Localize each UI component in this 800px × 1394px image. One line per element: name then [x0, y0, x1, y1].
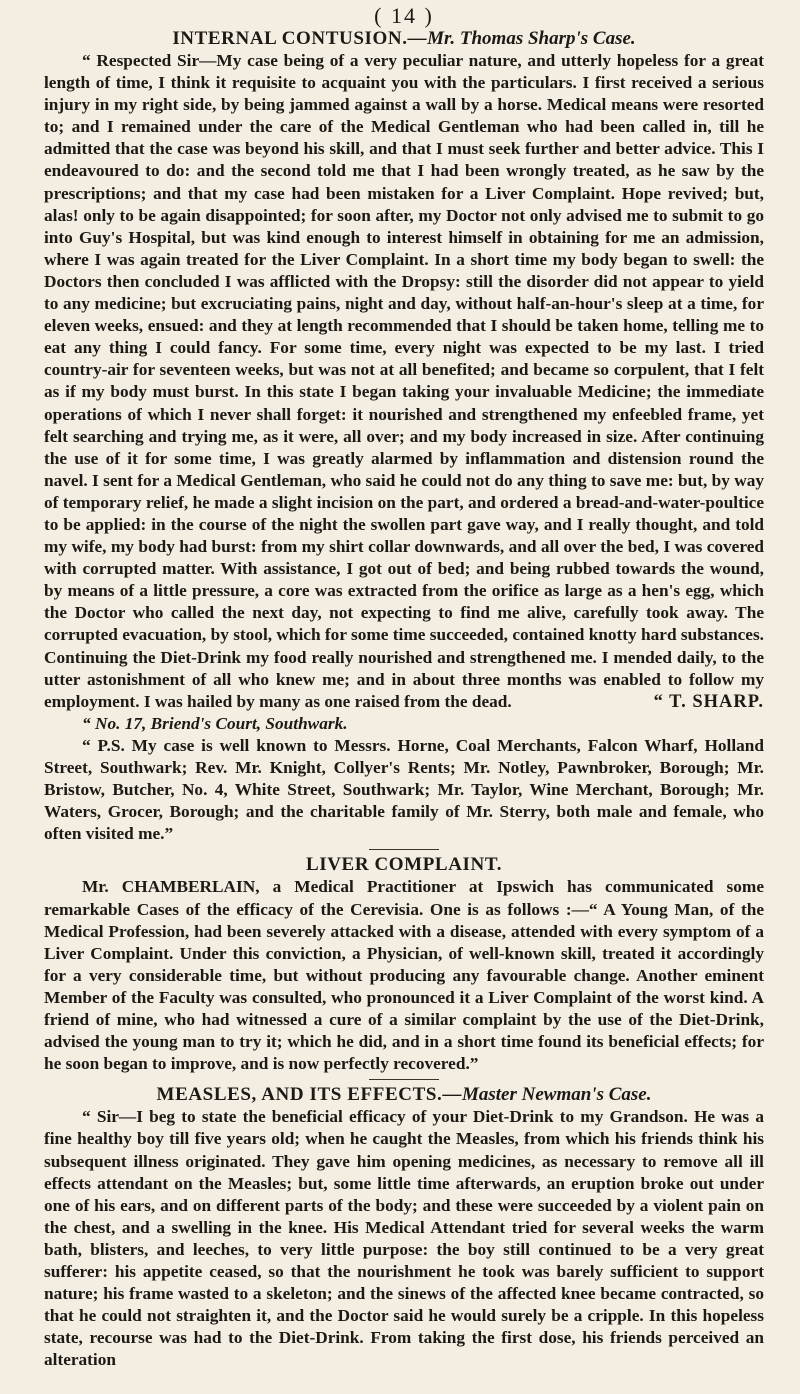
section-divider — [369, 1079, 439, 1080]
heading-title: INTERNAL CONTUSION.— — [172, 28, 428, 49]
section-liver-complaint — [44, 854, 764, 1075]
heading-subtitle: Master Newman's Case. — [461, 1084, 652, 1106]
postscript-paragraph: “ P.S. My case is well known to Messrs. Horne, Coal Merchants, Falcon Wharf, Holland Street, Southwark; Rev. Mr. Knight, Collyer's Rents; Mr. Notley, Pawnbroker, Borough; Mr. Bristow, Butcher, No. 4, White Street, Southwark; Mr. Taylor, Wine Merchant, Borough; Mr. Waters, Grocer, Borough; and the charitable family of Mr. Sterry, both male and female, who often visited me.” — [44, 736, 764, 844]
section-divider — [369, 849, 439, 850]
heading-subtitle: Mr. Thomas Sharp's Case. — [427, 28, 636, 49]
case-letter-paragraph: “ Respected Sir—My case being of a very peculiar nature, and utterly hopeless for a great length of time, I think it requisite to acquaint you with the particulars. I first received a serious injury in my right side, by being jammed against a wall by a horse. Medical means were resorted to; and I remained under the care of the Medical Gentleman who had been called in, till he admitted that the case was beyond his skill, and that I must seek further and better advice. This I endeavoured to do: and the second told me that I had been wrongly treated, as he saw by the prescriptions; and that my case had been mistaken for a Liver Complaint. Hope revived; but, alas! only to be again disappointed; for soon after, my Doctor not only advised me to submit to go into Guy's Hospital, but was kind enough to interest himself in obtaining for me an admission, where I was again treated for the Liver Complaint. In a short time my body began to swell: the Doctors then concluded I was afflicted with the Dropsy: still the disorder did not appear to yield to any medicine; but excruciating pains, night and day, without half-an-hour's sleep at a time, for eleven weeks, ensued: and they at length recommended that I should be taken home, telling me to eat any thing I could fancy. For some time, every night was expected to be my last. I tried country-air for seventeen weeks, but was not at all benefited; and became so corpulent, that I felt as if my body must burst. In this state I began taking your invaluable Medicine; the immediate operations of which I never shall forget: it nourished and strengthened my enfeebled frame, yet felt searching and trying me, as it were, all over; and my body increased in size. After continuing the use of it for some time, I was greatly alarmed by inflammation and distension round the navel. I sent for a Medical Gentleman, who said he could not do any thing to save me: but, by way of temporary relief, he made a slight incision on the part, and ordered a bread-and-water-poultice to be applied: in the course of the night the swollen part gave way, and I really thought, and told my wife, my body had burst: from my shirt collar downwards, and all over the bed, I was covered with corrupted matter. With assistance, I got out of bed; and being rubbed towards the wound, by means of a little pressure, a core was extracted from the orifice as large as a hen's egg, which the Doctor who called the next day, not expecting to find me alive, carefully took away. The corrupted evacuation, by stool, which for some time succeeded, contained knotty hard substances. Continuing the Diet-Drink my food really nourished and strengthened me. I mended daily, to the utter astonishment of all who knew me; and in about three months was enabled to follow my employment. I was hailed by many as one raised from the dead. — [44, 51, 764, 711]
heading-title: LIVER COMPLAINT. — [305, 854, 503, 876]
section-heading — [44, 854, 764, 876]
page-number: ( 14 ) — [374, 3, 434, 28]
section-heading — [44, 28, 764, 50]
section-heading — [44, 1084, 764, 1106]
letter-address: “ No. 17, Briend's Court, Southwark. — [82, 713, 348, 733]
case-letter-paragraph: “ Sir—I beg to state the beneficial efficacy of your Diet-Drink to my Grandson. He was a fine healthy boy till five years old; when he caught the Measles, from which his friends think his subsequent illness originated. They gave him opening medicines, as necessary to remove all ill effects attendant on the Measles; but, some little time afterwards, an eruption broke out under one of his ears, and on different parts of the body; and these were succeeded by a violent pain on the chest, and a swelling in the knee. His Medical Attendant tried for several weeks the warm bath, blisters, and leeches, to very little purpose: the boy still continued to be a very great sufferer: his appetite ceased, so that the nourishment he took was barely sufficient to support nature; his frame wasted to a skeleton; and the sinews of the affected knee became contracted, so that he could not straighten it, and the Doctor said he would surely be a cripple. In this hopeless state, recourse was had to the Diet-Drink. From taking the first dose, his friends perceived an alteration — [44, 1107, 764, 1370]
case-paragraph: Mr. CHAMBERLAIN, a Medical Practitioner at Ipswich has communicated some remarkable Cases of the efficacy of the Cerevisia. One is as follows :—“ A Young Man, of the Medical Profession, had been severely attacked with a disease, attended with every symptom of a Liver Complaint. Under this conviction, a Physician, of well-known skill, treated it accordingly for a very considerable time, but without producing any favourable change. Another eminent Member of the Faculty was consulted, who pronounced it a Liver Complaint of the worst kind. A friend of mine, who had witnessed a cure of a similar complaint by the use of the Diet-Drink, advised the young man to try it; which he did, and in a short time found its beneficial effects; for he soon began to improve, and is now perfectly recovered.” — [44, 877, 764, 1074]
heading-title: MEASLES, AND ITS EFFECTS.— — [156, 1084, 462, 1106]
section-internal-contusion — [44, 28, 764, 845]
letter-signature: “ T. SHARP. — [653, 691, 764, 712]
section-measles — [44, 1084, 764, 1371]
